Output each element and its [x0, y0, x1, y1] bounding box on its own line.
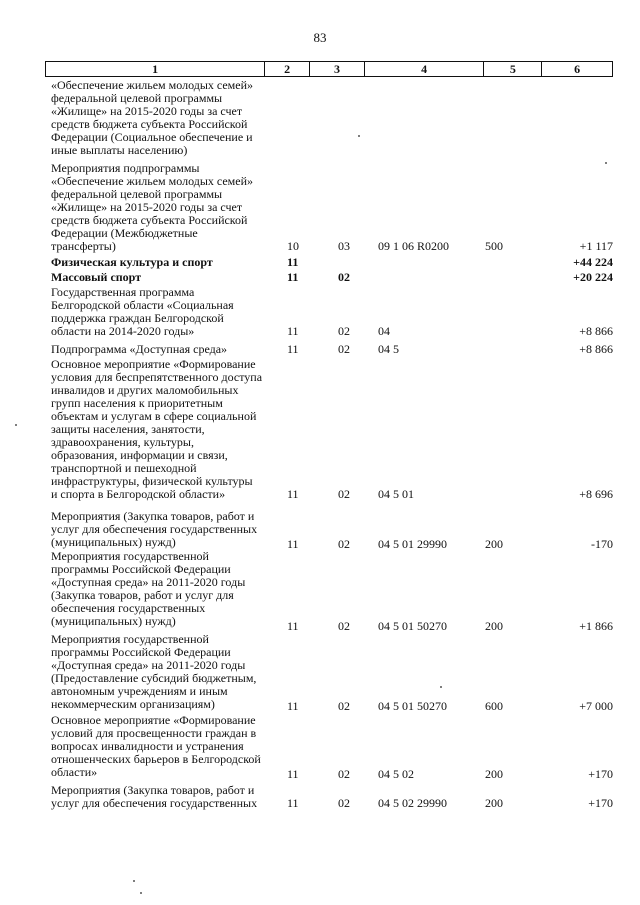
cell-amount: +20 224 [573, 270, 613, 284]
cell-expense-type: 200 [485, 796, 503, 810]
cell-target-article: 04 [378, 324, 390, 338]
cell-subsection: 02 [338, 699, 350, 713]
cell-section: 10 [287, 239, 299, 253]
cell-amount: +44 224 [573, 255, 613, 269]
desc-line: Мероприятия государственной [51, 549, 209, 563]
desc-line: «Обеспечение жильем молодых семей» [51, 78, 254, 92]
desc-line: Федерации (Межбюджетные [51, 226, 198, 240]
cell-amount: +170 [588, 796, 613, 810]
desc-line: средств бюджета субъекта Российской [51, 117, 248, 131]
desc-line: Подпрограмма «Доступная среда» [51, 342, 228, 356]
desc-line: (муниципальных) нужд) [51, 535, 176, 549]
cell-section: 11 [287, 270, 299, 284]
desc-line: трансферты) [51, 239, 116, 253]
cell-expense-type: 200 [485, 619, 503, 633]
scan-speck [133, 880, 135, 882]
row-description [51, 256, 263, 269]
row-description [51, 343, 263, 356]
desc-line: Основное мероприятие «Формирование [51, 357, 256, 371]
desc-line: «Доступная среда» на 2011-2020 годы [51, 575, 246, 589]
row-description [51, 510, 263, 549]
row-description [51, 714, 263, 779]
cell-amount: +7 000 [579, 699, 613, 713]
header-col-5: 5 [484, 62, 542, 76]
desc-line: транспортной и пешеходной [51, 461, 197, 475]
cell-subsection: 02 [338, 537, 350, 551]
desc-line: программы Российской Федерации [51, 562, 231, 576]
cell-subsection: 02 [338, 487, 350, 501]
scan-speck [605, 162, 607, 164]
header-col-6: 6 [574, 62, 581, 76]
cell-amount: -170 [591, 537, 613, 551]
cell-subsection: 02 [338, 270, 350, 284]
desc-line: условия для беспрепятственного доступа [51, 370, 263, 384]
cell-target-article: 04 5 02 [378, 767, 414, 781]
row-description [51, 286, 263, 338]
cell-subsection: 02 [338, 796, 350, 810]
desc-line: области» [51, 765, 98, 779]
cell-expense-type: 200 [485, 537, 503, 551]
desc-line: федеральной целевой программы [51, 187, 223, 201]
desc-line: вопросах инвалидности и устранения [51, 739, 244, 753]
cell-subsection: 03 [338, 239, 350, 253]
desc-line: (Предоставление субсидий бюджетным, [51, 671, 257, 685]
cell-section: 11 [287, 487, 299, 501]
desc-line: программы Российской Федерации [51, 645, 231, 659]
cell-section: 11 [287, 342, 299, 356]
desc-line: некоммерческим организациям) [51, 697, 215, 711]
header-col-2: 2 [265, 62, 310, 76]
cell-amount: +8 866 [579, 342, 613, 356]
cell-section: 11 [287, 619, 299, 633]
row-description [51, 550, 263, 628]
cell-section: 11 [287, 796, 299, 810]
desc-line: средств бюджета субъекта Российской [51, 213, 248, 227]
cell-amount: +8 866 [579, 324, 613, 338]
desc-line: защиты населения, занятости, [51, 422, 205, 436]
desc-line: (муниципальных) нужд) [51, 614, 176, 628]
desc-line: (Закупка товаров, работ и услуг для [51, 588, 234, 602]
cell-subsection: 02 [338, 767, 350, 781]
row-description [51, 271, 263, 284]
row-description [51, 784, 263, 810]
cell-target-article: 04 5 01 50270 [378, 619, 447, 633]
desc-line: Массовый спорт [51, 270, 142, 284]
row-description [51, 633, 263, 711]
cell-expense-type: 500 [485, 239, 503, 253]
desc-line: услуг для обеспечения государственных [51, 796, 258, 810]
cell-target-article: 04 5 [378, 342, 399, 356]
cell-amount: +1 117 [579, 239, 613, 253]
header-col-1: 1 [46, 62, 265, 76]
desc-line: обеспечения государственных [51, 601, 206, 615]
row-description [51, 162, 263, 253]
desc-line: «Жилище» на 2015-2020 годы за счет [51, 200, 243, 214]
desc-line: и спорта в Белгородской области» [51, 487, 226, 501]
header-col-4: 4 [365, 62, 485, 76]
desc-line: объектам и услугам в сфере социальной [51, 409, 257, 423]
desc-line: условий для просвещенности граждан в [51, 726, 257, 740]
cell-target-article: 04 5 01 [378, 487, 414, 501]
header-col-3: 3 [310, 62, 365, 76]
cell-amount: +1 866 [579, 619, 613, 633]
row-description [51, 79, 263, 157]
scan-speck [358, 135, 360, 137]
desc-line: Государственная программа [51, 285, 195, 299]
table-header [45, 61, 613, 77]
desc-line: «Доступная среда» на 2011-2020 годы [51, 658, 246, 672]
desc-line: Мероприятия (Закупка товаров, работ и [51, 783, 255, 797]
desc-line: «Жилище» на 2015-2020 годы за счет [51, 104, 243, 118]
desc-line: здравоохранения, культуры, [51, 435, 194, 449]
cell-target-article: 04 5 02 29990 [378, 796, 447, 810]
row-description [51, 358, 263, 501]
scan-speck [140, 892, 142, 894]
desc-line: Мероприятия подпрограммы [51, 161, 200, 175]
scan-speck [15, 424, 17, 426]
cell-section: 11 [287, 537, 299, 551]
desc-line: области на 2014-2020 годы» [51, 324, 195, 338]
cell-target-article: 09 1 06 R0200 [378, 239, 450, 253]
desc-line: «Обеспечение жильем молодых семей» [51, 174, 254, 188]
cell-expense-type: 600 [485, 699, 503, 713]
desc-line: поддержка граждан Белгородской [51, 311, 224, 325]
cell-subsection: 02 [338, 324, 350, 338]
page-number: 83 [313, 30, 327, 45]
desc-line: инвалидов и других маломобильных [51, 383, 239, 397]
desc-line: Белгородской области «Социальная [51, 298, 234, 312]
cell-subsection: 02 [338, 619, 350, 633]
desc-line: Федерации (Социальное обеспечение и [51, 130, 253, 144]
desc-line: иные выплаты населению) [51, 143, 188, 157]
cell-section: 11 [287, 699, 299, 713]
cell-amount: +8 696 [579, 487, 613, 501]
desc-line: Мероприятия (Закупка товаров, работ и [51, 509, 255, 523]
desc-line: Мероприятия государственной [51, 632, 209, 646]
desc-line: Основное мероприятие «Формирование [51, 713, 256, 727]
desc-line: отношенческих барьеров в Белгородской [51, 752, 261, 766]
cell-section: 11 [287, 767, 299, 781]
cell-target-article: 04 5 01 50270 [378, 699, 447, 713]
cell-target-article: 04 5 01 29990 [378, 537, 447, 551]
desc-line: инфраструктуры, физической культуры [51, 474, 253, 488]
cell-section: 11 [287, 255, 299, 269]
desc-line: услуг для обеспечения государственных [51, 522, 258, 536]
cell-subsection: 02 [338, 342, 350, 356]
cell-section: 11 [287, 324, 299, 338]
cell-amount: +170 [588, 767, 613, 781]
desc-line: образования, информации и связи, [51, 448, 228, 462]
desc-line: групп населения к приоритетным [51, 396, 223, 410]
desc-line: федеральной целевой программы [51, 91, 223, 105]
desc-line: автономным учреждениям и иным [51, 684, 228, 698]
desc-line: Физическая культура и спорт [51, 255, 213, 269]
scan-speck [440, 686, 442, 688]
cell-expense-type: 200 [485, 767, 503, 781]
